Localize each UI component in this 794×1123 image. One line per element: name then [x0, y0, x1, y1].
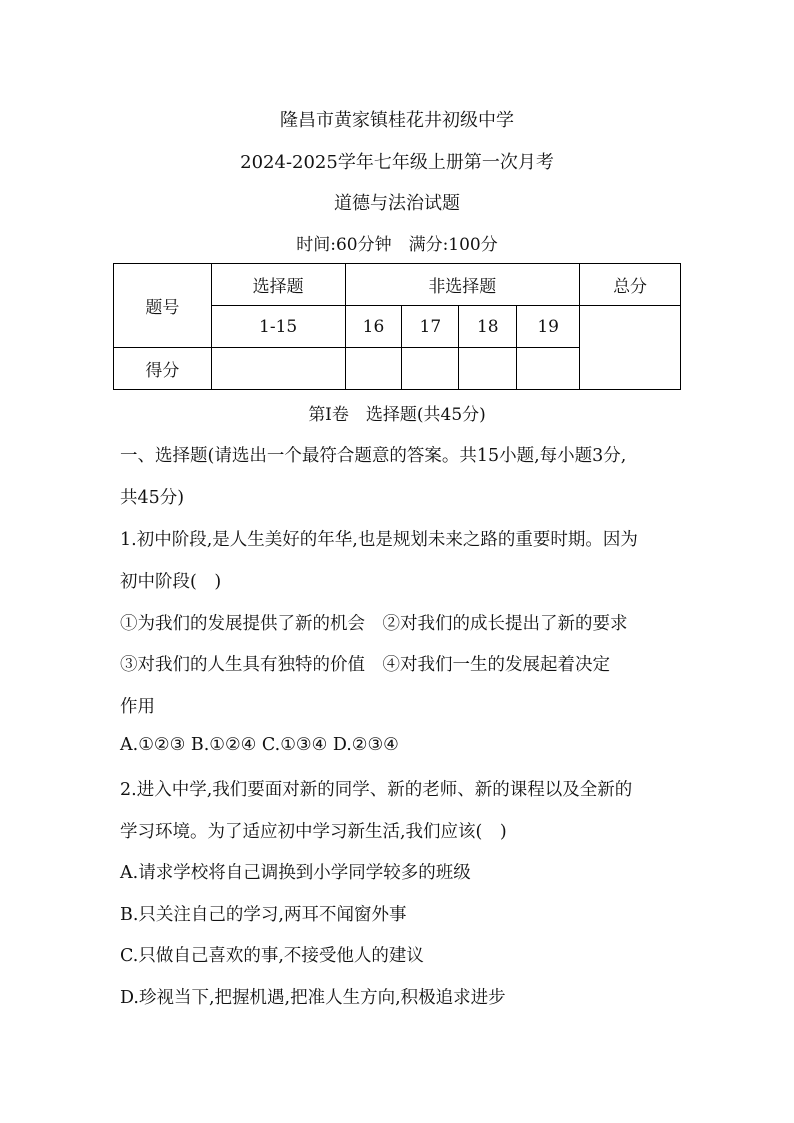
range-1-15: 1-15	[211, 306, 345, 348]
subject-title: 道德与法治试题	[334, 193, 460, 214]
question-18: 18	[459, 306, 517, 348]
instruction-line-1: 一、选择题(请选出一个最符合题意的答案。共15小题,每小题3分,	[120, 446, 627, 466]
question-19: 19	[517, 306, 580, 348]
q2-stem-line-1: 2.进入中学,我们要面对新的同学、新的老师、新的课程以及全新的	[120, 780, 633, 800]
q1-stem-line-2: 初中阶段( )	[120, 572, 222, 592]
header-choice: 选择题	[211, 264, 345, 306]
q1-statement-line-2: ③对我们的人生具有独特的价值 ④对我们一生的发展起着决定	[120, 655, 610, 675]
score-cell-19	[517, 348, 580, 390]
q2-stem-line-2: 学习环境。为了适应初中学习新生活,我们应该( )	[120, 822, 507, 842]
q1-statement-line-3: 作用	[120, 697, 155, 717]
score-cell-18	[459, 348, 517, 390]
header-total: 总分	[580, 264, 681, 306]
question-16: 16	[345, 306, 402, 348]
instruction-line-2: 共45分)	[120, 488, 185, 508]
q1-statement-line-1: ①为我们的发展提供了新的机会 ②对我们的成长提出了新的要求	[120, 614, 628, 634]
q1-options: A.①②③ B.①②④ C.①③④ D.②③④	[120, 735, 399, 755]
time-score-line: 时间:60分钟 满分:100分	[296, 235, 498, 255]
score-table	[113, 263, 681, 390]
q2-option-a: A.请求学校将自己调换到小学同学较多的班级	[120, 863, 471, 883]
header-nonchoice: 非选择题	[345, 264, 580, 306]
exam-title: 2024-2025学年七年级上册第一次月考	[240, 152, 554, 173]
score-cell-16	[345, 348, 402, 390]
row-label-score: 得分	[114, 348, 212, 390]
row-label-question-no: 题号	[114, 264, 212, 348]
question-17: 17	[402, 306, 459, 348]
q1-stem-line-1: 1.初中阶段,是人生美好的年华,也是规划未来之路的重要时期。因为	[120, 530, 638, 550]
q2-option-b: B.只关注自己的学习,两耳不闻窗外事	[120, 905, 407, 925]
total-score-cell	[580, 306, 681, 390]
score-cell-17	[402, 348, 459, 390]
q2-option-c: C.只做自己喜欢的事,不接受他人的建议	[120, 946, 424, 966]
q2-option-d: D.珍视当下,把握机遇,把准人生方向,积极追求进步	[120, 988, 506, 1008]
score-cell-choice	[211, 348, 345, 390]
school-title: 隆昌市黄家镇桂花井初级中学	[280, 110, 514, 131]
section-title: 第Ⅰ卷 选择题(共45分)	[308, 405, 486, 425]
